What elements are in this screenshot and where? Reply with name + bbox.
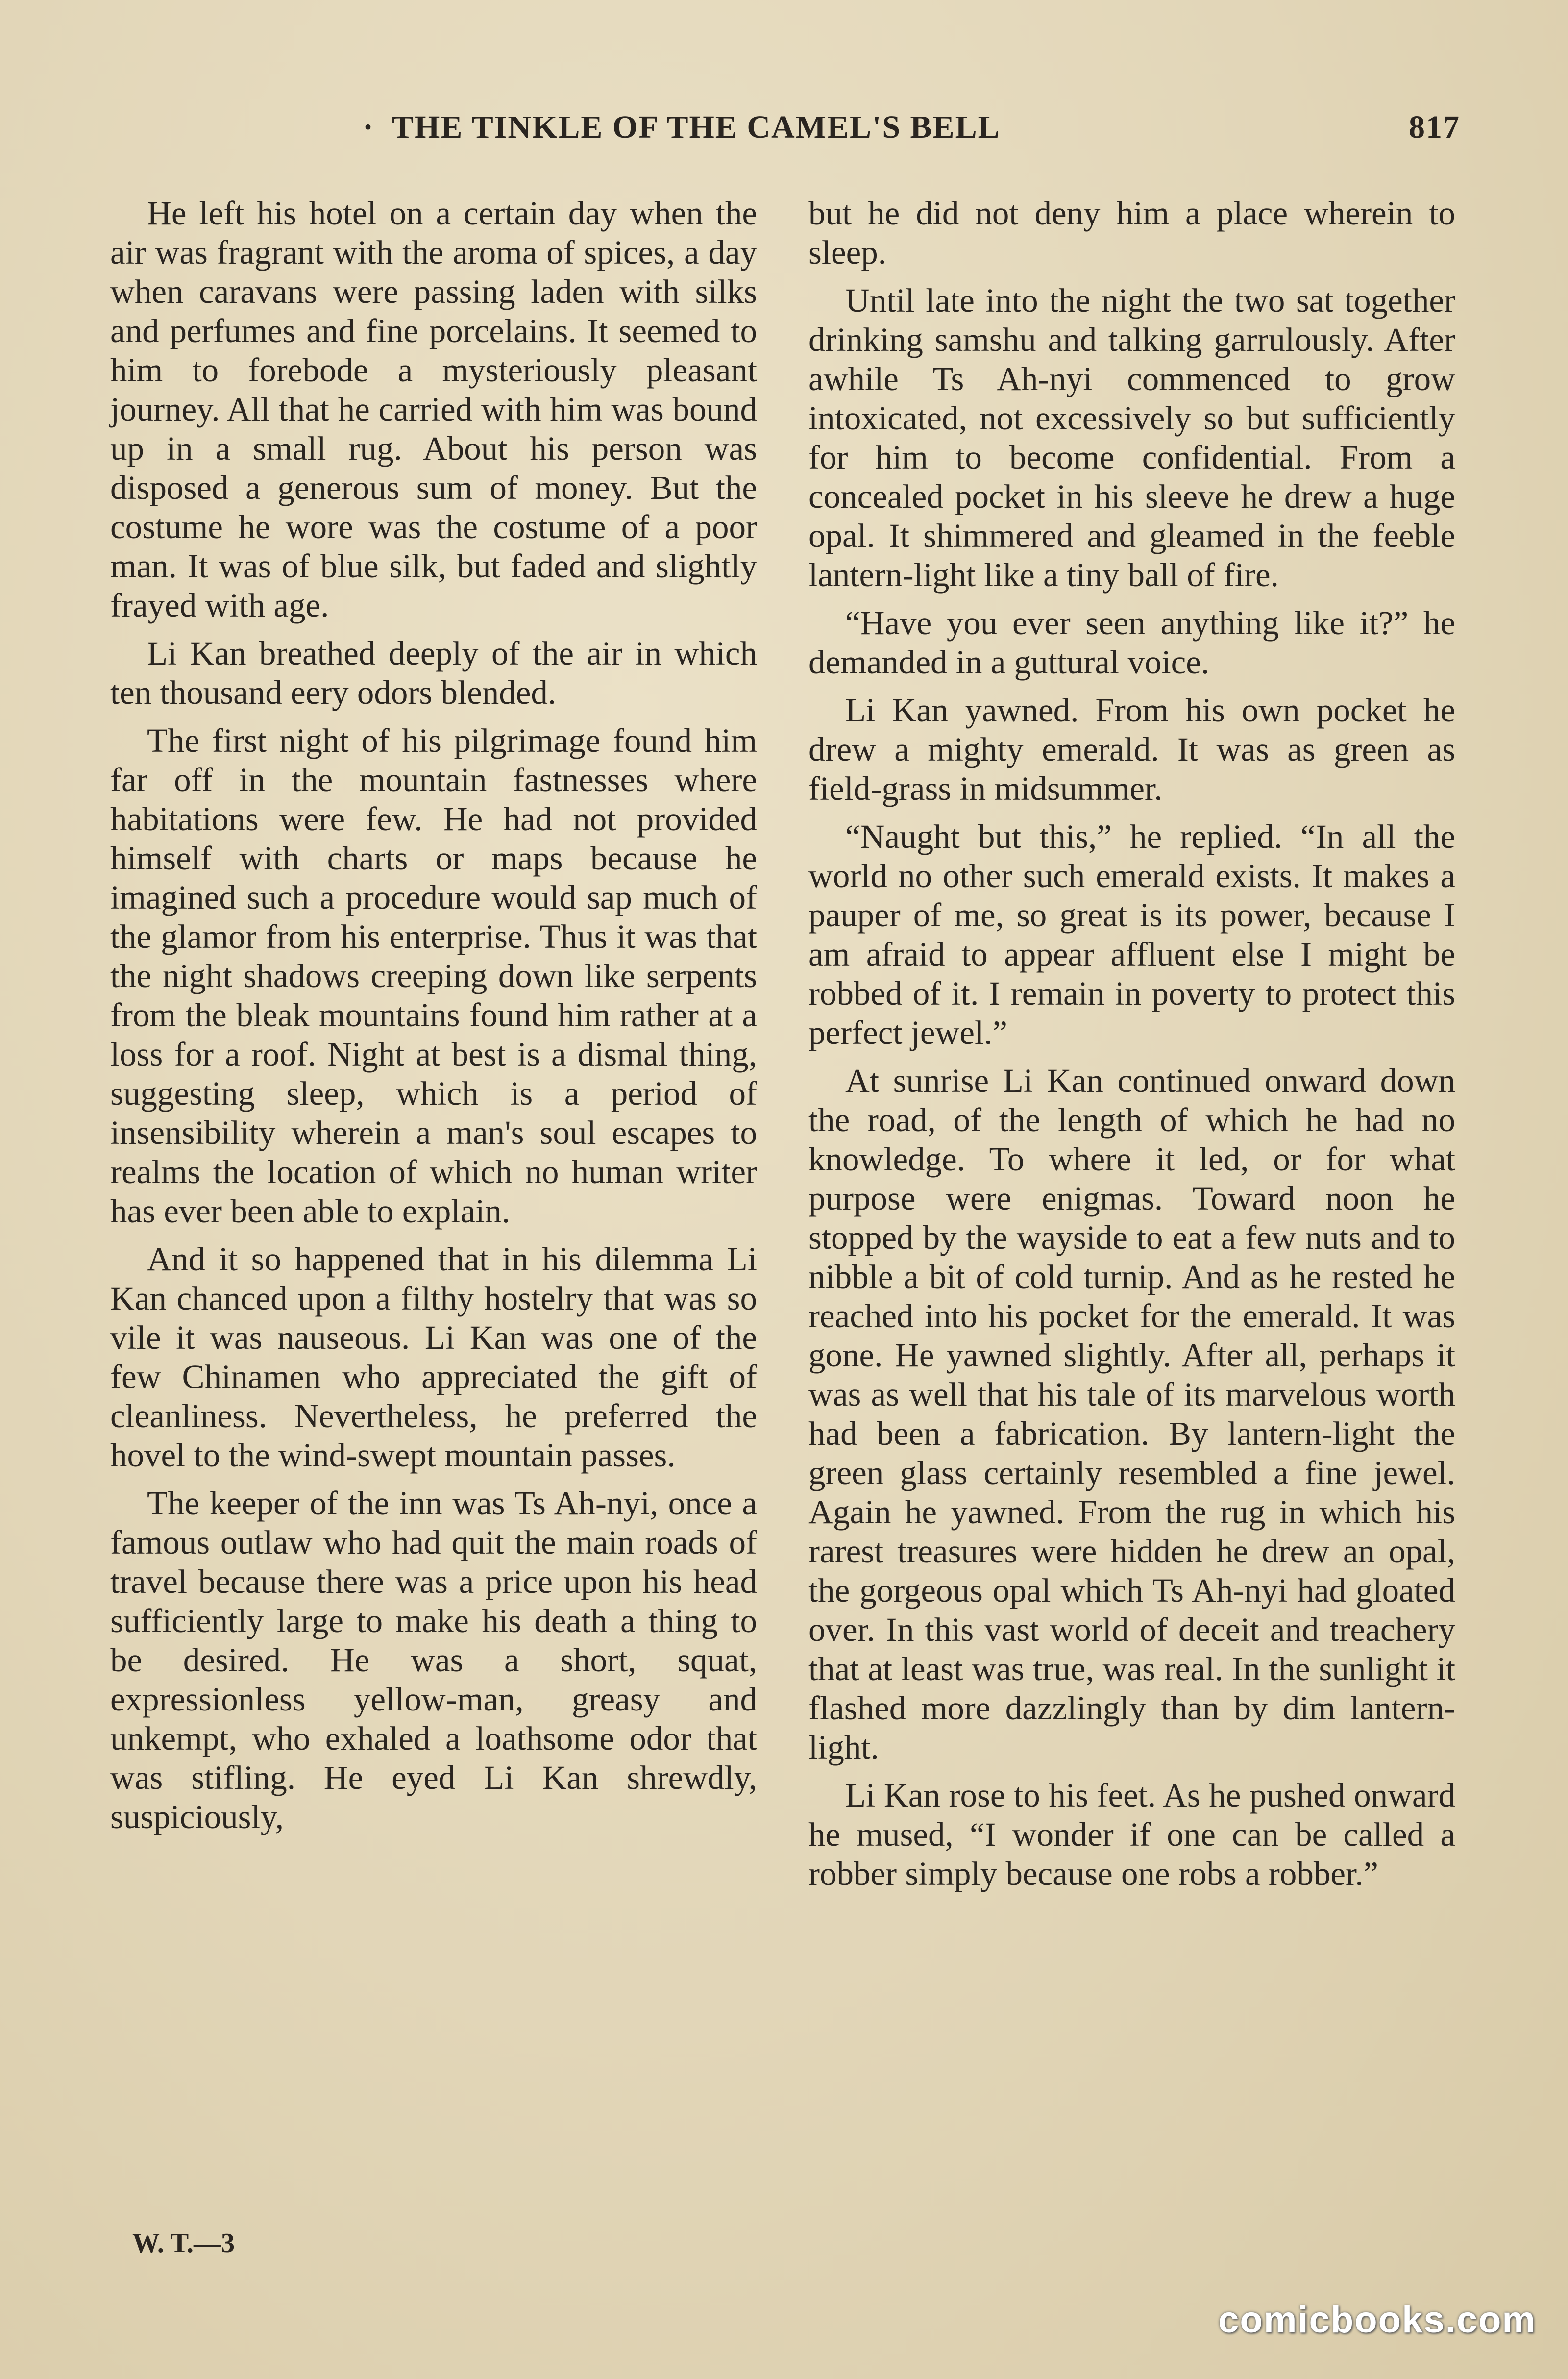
watermark: comicbooks.com [1218,2299,1536,2341]
paragraph: He left his hotel on a certain day when the air was fragrant with the aroma of spices, a day when caravans were passing laden with silks and perfumes and fine porcelains. It seemed to him to forebode a mysteriously pleasant journey. All that he carried with him was bound up in a small rug. About his person was disposed a generous sum of money. But the costume he wore was the costume of a poor man. It was of blue silk, but faded and slightly frayed with age. [110,195,757,624]
signature-mark: W. T.—3 [132,2228,235,2258]
paragraph: The first night of his pilgrimage found him far off in the mountain fastnesses where habitations were few. He had not provided himself with charts or maps because he imagined such a procedure would sap much of the glamor from his enterprise. Thus it was that the night shadows creeping down like serpents from the bleak mountains found him rather at a loss for a roof. Night at best is a dismal thing, suggesting sleep, which is a period of insensibility wherein a man's soul escapes to realms the location of which no human writer has ever been able to explain. [110,722,757,1230]
running-header [363,100,1460,154]
page-number: 817 [1409,109,1460,145]
paragraph: Li Kan breathed deeply of the air in which ten thousand eery odors blended. [110,635,757,711]
paragraph: At sunrise Li Kan continued onward down the road, of the length of which he had no knowledge. To where it led, or for what purpose were enigmas. Toward noon he stopped by the wayside to eat a few nuts and to nibble a bit of cold turnip. And as he rested he reached into his pocket for the emerald. It was gone. He yawned slightly. After all, perhaps it was as well that his tale of its marvelous worth had been a fabrication. By lantern-light the green glass certainly resembled a fine jewel. Again he yawned. From the rug in which his rarest treasures were hidden he drew an opal, the gorgeous opal which Ts Ah-nyi had gloated over. In this vast world of deceit and treachery that at least was true, was real. In the sunlight it flashed more dazzlingly than by dim lantern-light. [808,1062,1455,1766]
left-column [110,194,757,2218]
paragraph-continued: but he did not deny him a place wherein to sleep. [808,195,1455,271]
paragraph: Until late into the night the two sat together drinking samshu and talking garrulously. After awhile Ts Ah-nyi commenced to grow intoxicated, not excessively so but sufficiently for him to become confidential. From a concealed pocket in his sleeve he drew a huge opal. It shimmered and gleamed in the feeble lantern-light like a tiny ball of fire. [808,282,1455,594]
paragraph: The keeper of the inn was Ts Ah-nyi, once a famous outlaw who had quit the main roads of travel because there was a price upon his head sufficiently large to make his death a thing to be desired. He was a short, squat, expressionless yellow-man, greasy and unkempt, who exhaled a loathsome odor that was stifling. He eyed Li Kan shrewdly, suspiciously, [110,1485,757,1835]
header-bullet: · [363,109,375,145]
paragraph: “Naught but this,” he replied. “In all the world no other such emerald exists. It makes a pauper of me, so great is its power, because I am afraid to appear affluent else I might be robbed of it. I remain in poverty to protect this perfect jewel.” [808,818,1455,1051]
story-title: THE TINKLE OF THE CAMEL'S BELL [392,109,1001,145]
paragraph: “Have you ever seen anything like it?” he demanded in a guttural voice. [808,604,1455,681]
paragraph: Li Kan rose to his feet. As he pushed onward he mused, “I wonder if one can be called a robber simply because one robs a robber.” [808,1777,1455,1892]
paragraph: And it so happened that in his dilemma Li Kan chanced upon a filthy hostelry that was so vile it was nauseous. Li Kan was one of the few Chinamen who appreciated the gift of cleanliness. Nevertheless, he preferred the hovel to the wind-swept mountain passes. [110,1240,757,1474]
paragraph: Li Kan yawned. From his own pocket he drew a mighty emerald. It was as green as field-grass in midsummer. [808,692,1455,807]
right-column [808,194,1455,2218]
